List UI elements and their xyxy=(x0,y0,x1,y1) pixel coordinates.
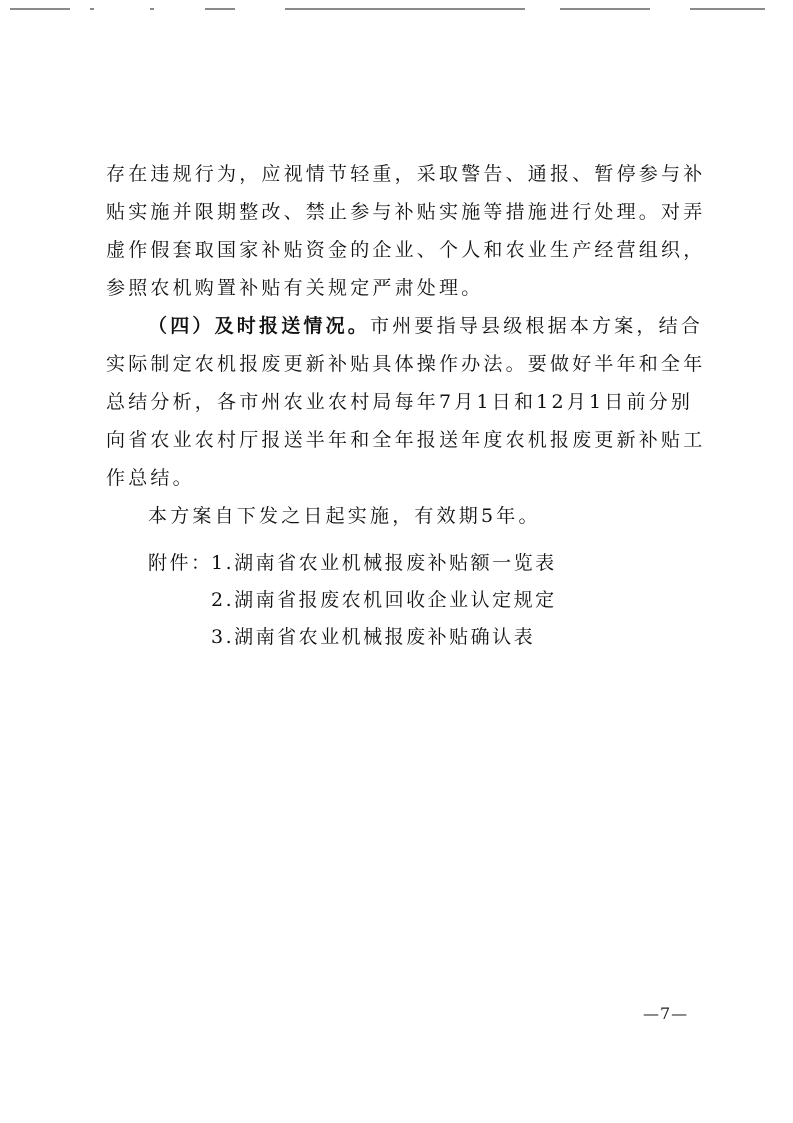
attachment-item-2: 2.湖南省报废农机回收企业认定规定 xyxy=(211,589,557,611)
attachment-item-3: 3.湖南省农业机械报废补贴确认表 xyxy=(211,626,536,648)
section-heading-reporting: （四）及时报送情况。 xyxy=(148,315,371,337)
paragraph-effective-date: 本方案自下发之日起实施，有效期5年。 xyxy=(148,505,541,527)
page-number: —7— xyxy=(643,1004,689,1023)
attachment-item-1: 1.湖南省农业机械报废补贴额一览表 xyxy=(211,552,557,574)
attachment-row xyxy=(148,582,557,619)
paragraph-violations: 存在违规行为，应视情节轻重，采取警告、通报、暂停参与补贴实施并限期整改、禁止参与补贴实施等措施进行处理。对弄虚作假套取国家补贴资金的企业、个人和农业生产经营组织，参照农机购置补贴有关规定严肃处理。 xyxy=(106,163,706,299)
paragraph-reporting xyxy=(106,307,706,497)
attachments-list xyxy=(148,545,557,656)
attachment-row xyxy=(148,619,557,656)
document-body xyxy=(106,155,706,535)
scan-edge-marks xyxy=(0,0,793,14)
attachments-label: 附件： xyxy=(148,552,213,574)
section-body-reporting: 市州要指导县级根据本方案，结合实际制定农机报废更新补贴具体操作办法。要做好半年和全年总结分析，各市州农业农村局每年7月1日和12月1日前分别向省农业农村厅报送半年和全年报送年度农机报废更新补贴工作总结。 xyxy=(106,315,706,489)
attachment-row xyxy=(148,545,557,582)
